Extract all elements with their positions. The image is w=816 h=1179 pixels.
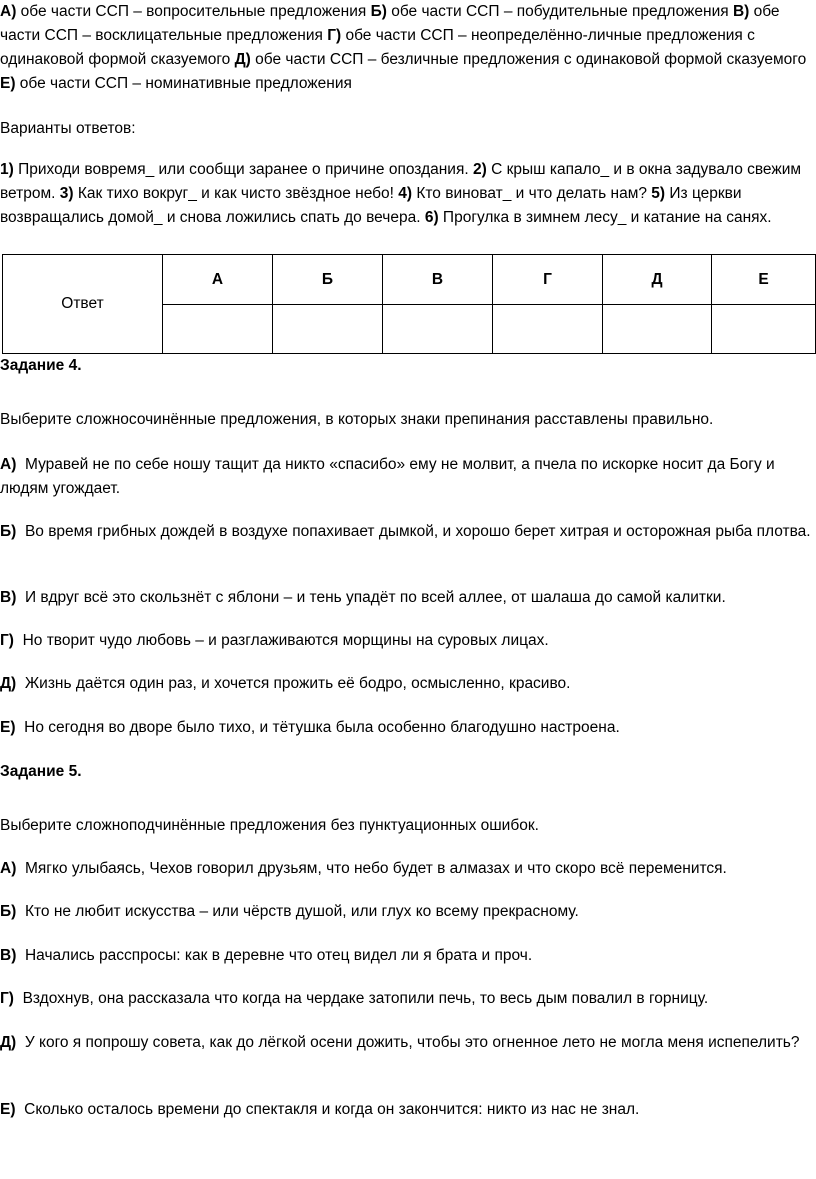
task4-title xyxy=(0,354,816,378)
item-key: Б) xyxy=(0,523,17,540)
sentence-num: 3) xyxy=(59,185,74,202)
answer-row-label: Ответ xyxy=(3,255,163,354)
option-key: А) xyxy=(0,3,17,20)
task4-item xyxy=(0,629,816,653)
option-text: обе части ССП – вопросительные предложения xyxy=(16,3,371,20)
item-key: А) xyxy=(0,860,17,877)
intro-sentences xyxy=(0,158,816,230)
item-text: Вздохнув, она рассказала что когда на чердаке затопили печь, то весь дым повалил в горницу. xyxy=(22,990,709,1007)
answer-cell-g[interactable] xyxy=(493,305,603,354)
item-text: Муравей не по себе ношу тащит да никто «спасибо» ему не молвит, а пчела по искорке носит да Богу и людям угождает. xyxy=(0,456,775,497)
task5-item xyxy=(0,944,816,968)
column-header-a: А xyxy=(163,255,273,305)
column-header-e: Е xyxy=(712,255,816,305)
option-key: Д) xyxy=(234,51,251,68)
column-header-b: Б xyxy=(273,255,383,305)
item-key: Д) xyxy=(0,1034,17,1051)
item-key: А) xyxy=(0,456,17,473)
task4-item xyxy=(0,672,816,696)
answer-cell-v[interactable] xyxy=(383,305,493,354)
item-text: Во время грибных дождей в воздухе попахивает дымкой, и хорошо берет хитрая и осторожная рыба плотва. xyxy=(24,523,811,540)
item-key: В) xyxy=(0,589,17,606)
option-key: Г) xyxy=(327,27,342,44)
item-key: Г) xyxy=(0,632,14,649)
option-text: обе части ССП – побудительные предложения xyxy=(386,3,733,20)
option-text: обе части ССП – неопределённо-личные предложения с одинаковой формой сказуемого xyxy=(0,27,755,68)
answer-cell-b[interactable] xyxy=(273,305,383,354)
item-text: Мягко улыбаясь, Чехов говорил друзьям, что небо будет в алмазах и что скоро всё переменится. xyxy=(24,860,727,877)
sentence-num: 2) xyxy=(472,161,487,178)
item-key: Д) xyxy=(0,675,17,692)
item-key: В) xyxy=(0,947,17,964)
sentence-num: 4) xyxy=(398,185,413,202)
item-text: И вдруг всё это скользнёт с яблони – и тень упадёт по всей аллее, от шалаша до самой калитки. xyxy=(24,589,726,606)
option-key: Б) xyxy=(370,3,387,20)
item-text: У кого я попрошу совета, как до лёгкой осени дожить, чтобы это огненное лето не могла меня испепелить? xyxy=(24,1034,800,1051)
item-text: Сколько осталось времени до спектакля и когда он закончится: никто из нас не знал. xyxy=(24,1101,640,1118)
sentence-num: 1) xyxy=(0,161,14,178)
sentence-num: 6) xyxy=(424,209,439,226)
sentence-text: Из церкви возвращались домой_ и снова ложились спать до вечера. xyxy=(0,185,742,226)
task4-item xyxy=(0,520,816,544)
task4-item xyxy=(0,586,816,610)
option-key: Е) xyxy=(0,75,16,92)
task5-question: Выберите сложноподчинённые предложения без пунктуационных ошибок. xyxy=(0,817,539,834)
task5-item xyxy=(0,900,816,924)
task5-item xyxy=(0,1098,816,1122)
variants-label: Варианты ответов: xyxy=(0,120,136,137)
task4-question: Выберите сложносочинённые предложения, в которых знаки препинания расставлены правильно. xyxy=(0,411,714,428)
option-key: В) xyxy=(732,3,750,20)
option-text: обе части ССП – восклицательные предложения xyxy=(0,3,780,44)
item-text: Но сегодня во дворе было тихо, и тётушка была особенно благодушно настроена. xyxy=(24,719,620,736)
sentence-text: С крыш капало_ и в окна задувало свежим ветром. xyxy=(0,161,802,202)
column-header-g: Г xyxy=(493,255,603,305)
option-text: обе части ССП – безличные предложения с одинаковой формой сказуемого xyxy=(250,51,807,68)
item-key: Е) xyxy=(0,719,16,736)
sentence-text: Прогулка в зимнем лесу_ и катание на санях. xyxy=(438,209,772,226)
item-key: Б) xyxy=(0,903,17,920)
task5-item xyxy=(0,987,816,1011)
task4-title-text: Задание 4. xyxy=(0,357,82,374)
item-text: Начались расспросы: как в деревне что отец видел ли я брата и проч. xyxy=(24,947,533,964)
item-text: Жизнь даётся один раз, и хочется прожить её бодро, осмысленно, красиво. xyxy=(24,675,571,692)
task4-item xyxy=(0,453,816,501)
answer-table xyxy=(2,254,816,354)
column-header-d: Д xyxy=(603,255,712,305)
task5-title xyxy=(0,760,816,784)
task5-item xyxy=(0,1031,816,1055)
item-text: Но творит чудо любовь – и разглаживаются морщины на суровых лицах. xyxy=(22,632,549,649)
sentence-text: Как тихо вокруг_ и как чисто звёздное небо! xyxy=(73,185,399,202)
item-text: Кто не любит искусства – или чёрств душой, или глух ко всему прекрасному. xyxy=(24,903,579,920)
task5-title-text: Задание 5. xyxy=(0,763,82,780)
answer-cell-d[interactable] xyxy=(603,305,712,354)
answer-cell-e[interactable] xyxy=(712,305,816,354)
item-key: Е) xyxy=(0,1101,16,1118)
task5-item xyxy=(0,857,816,881)
task4-item xyxy=(0,716,816,740)
item-key: Г) xyxy=(0,990,14,1007)
sentence-text: Приходи вовремя_ или сообщи заранее о причине опоздания. xyxy=(13,161,473,178)
sentence-num: 5) xyxy=(651,185,666,202)
answer-cell-a[interactable] xyxy=(163,305,273,354)
sentence-text: Кто виноват_ и что делать нам? xyxy=(412,185,652,202)
option-text: обе части ССП – номинативные предложения xyxy=(15,75,352,92)
intro-options xyxy=(0,0,816,96)
column-header-v: В xyxy=(383,255,493,305)
